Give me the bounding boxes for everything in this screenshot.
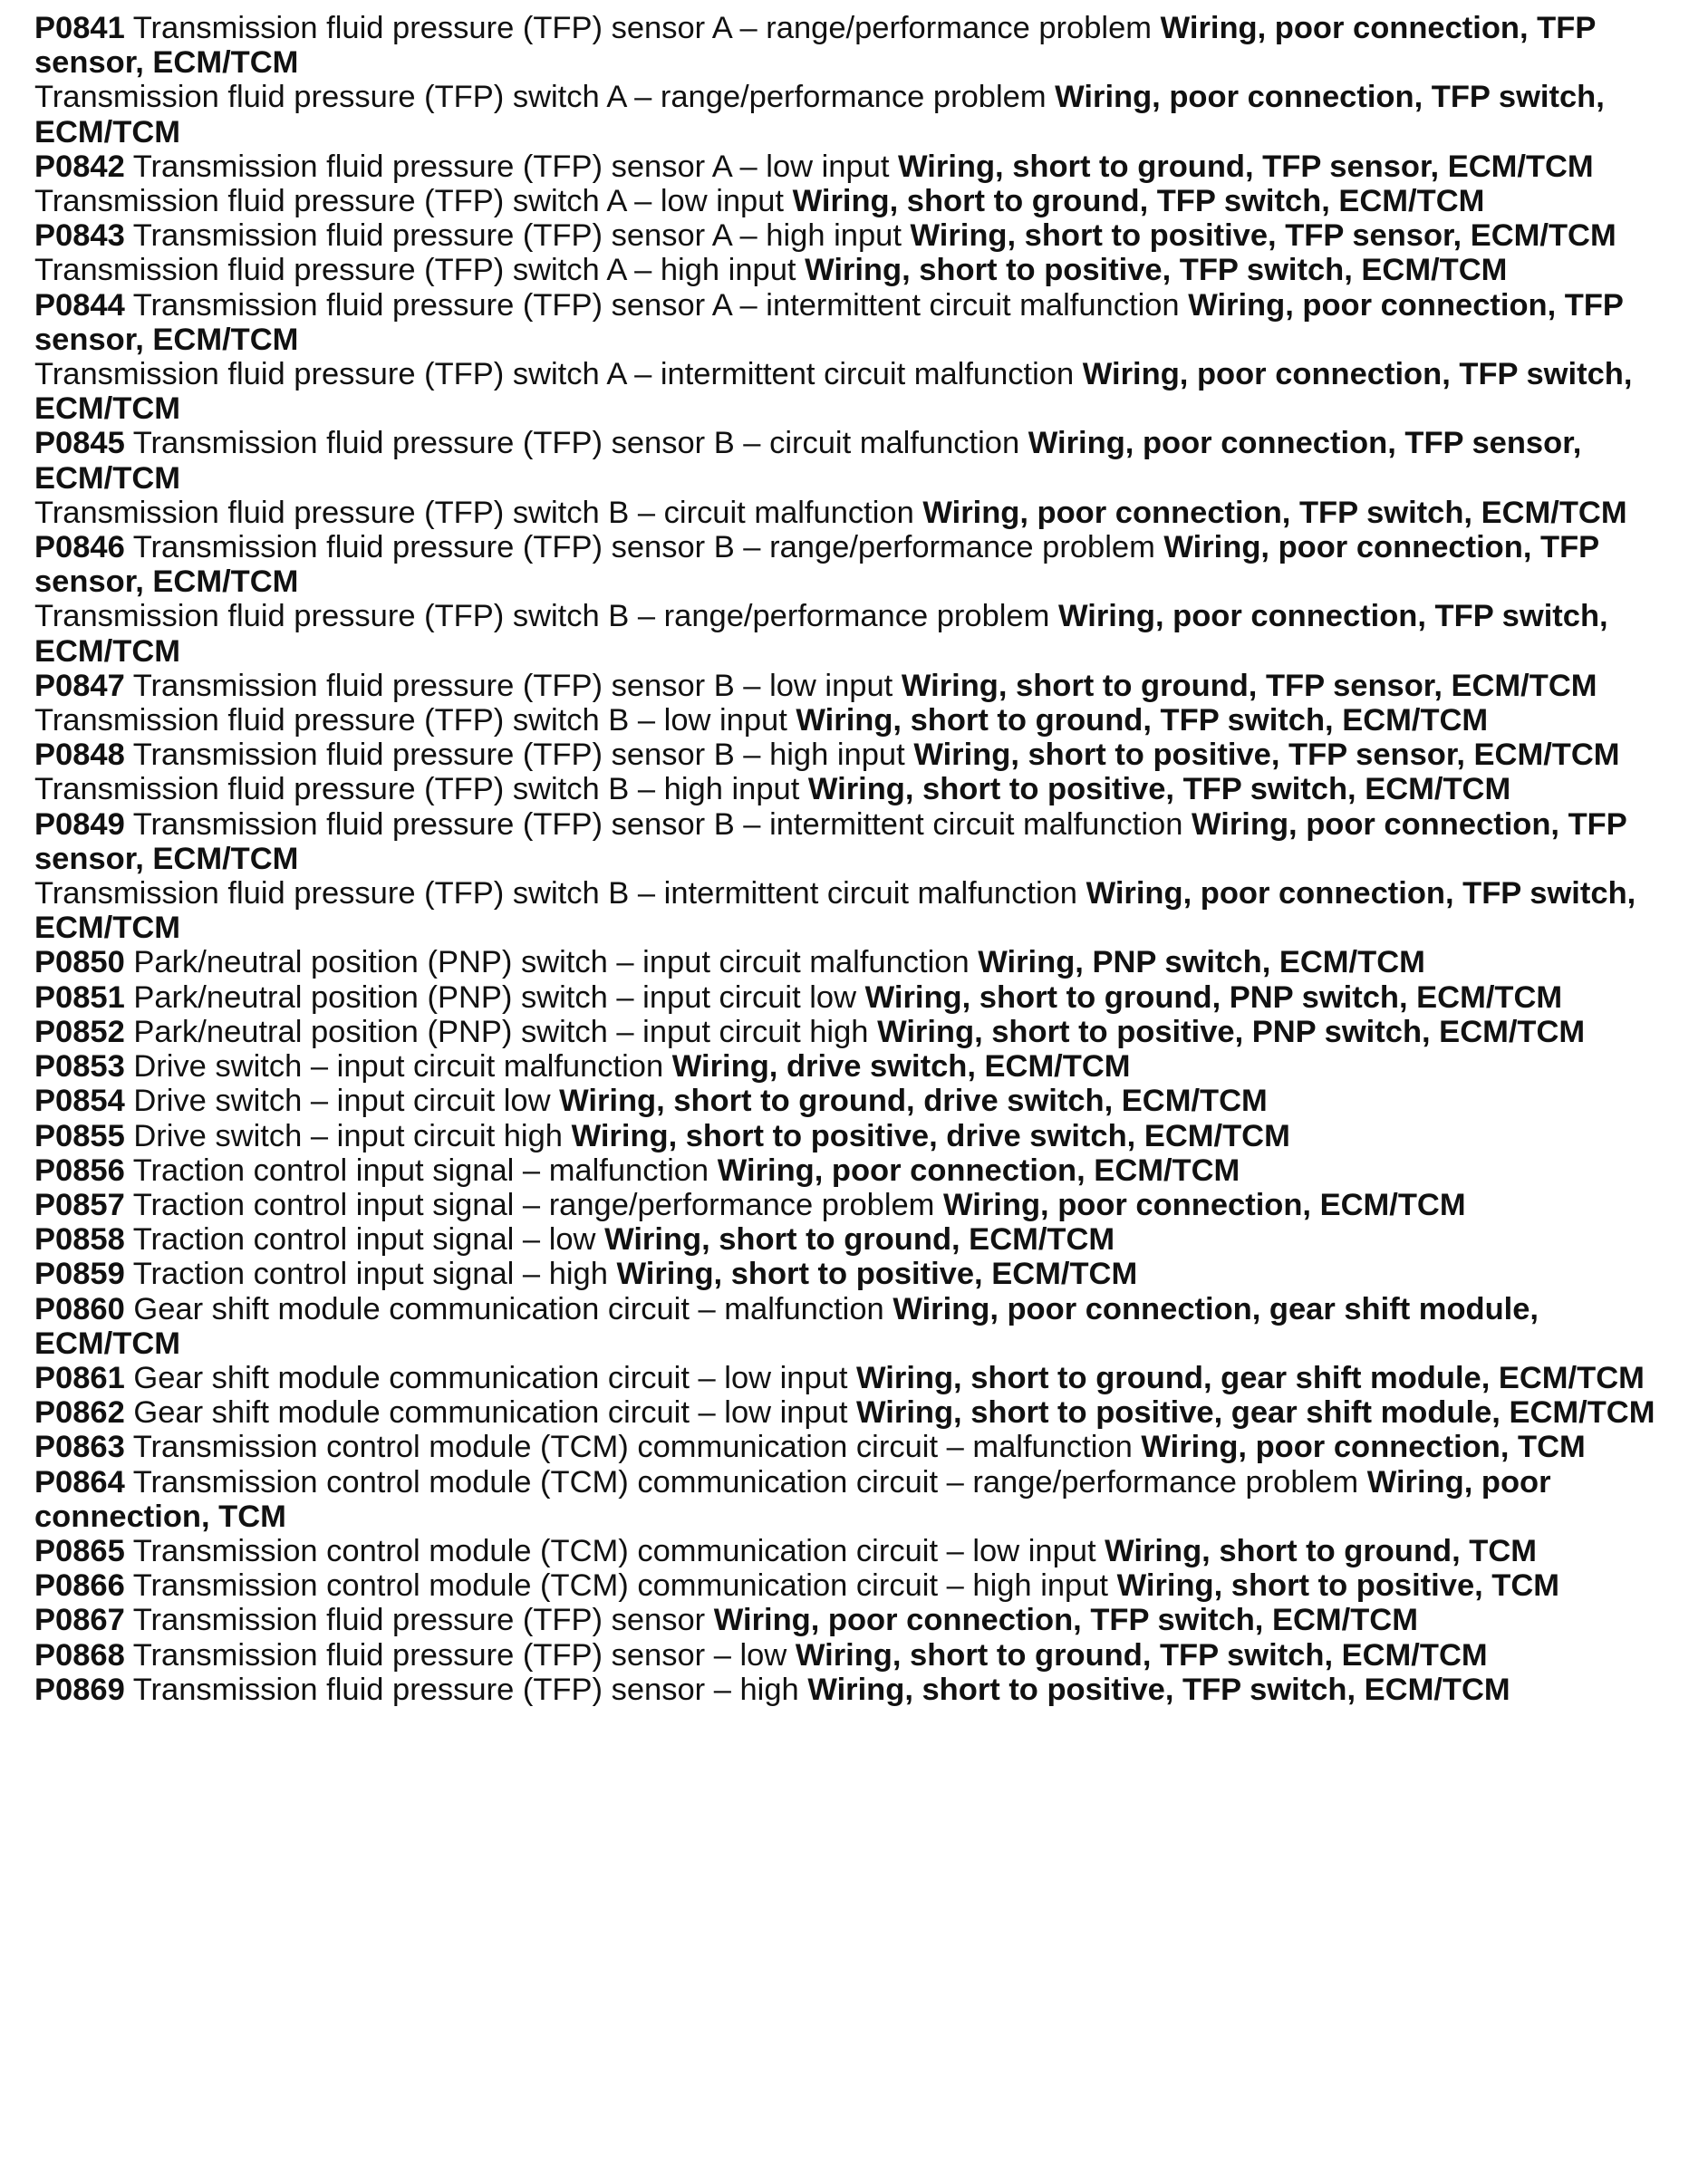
dtc-possible-cause: Wiring, poor connection, TFP sensor, ECM/TCM	[34, 426, 1582, 496]
dtc-entry	[34, 496, 1684, 530]
dtc-description: Transmission fluid pressure (TFP) sensor A – range/performance problem	[132, 11, 1152, 45]
dtc-entry	[34, 1465, 1684, 1534]
dtc-description: Transmission fluid pressure (TFP) switch B – circuit malfunction	[34, 495, 914, 530]
dtc-description: Gear shift module communication circuit – low input	[133, 1395, 848, 1431]
dtc-code: P0862	[34, 1395, 125, 1431]
dtc-possible-cause: Wiring, poor connection, TFP switch, ECM/TCM	[34, 876, 1636, 946]
dtc-code: P0842	[34, 149, 125, 184]
dtc-description: Transmission fluid pressure (TFP) switch A – range/performance problem	[34, 80, 1047, 115]
dtc-possible-cause: Wiring, short to ground, PNP switch, ECM/TCM	[864, 979, 1563, 1015]
dtc-code: P0857	[34, 1187, 125, 1222]
dtc-possible-cause: Wiring, drive switch, ECM/TCM	[671, 1049, 1131, 1085]
dtc-code: P0855	[34, 1118, 125, 1153]
dtc-entry	[34, 1084, 1684, 1118]
dtc-description: Drive switch – input circuit low	[133, 1084, 551, 1119]
dtc-description: Park/neutral position (PNP) switch – input circuit malfunction	[133, 945, 970, 980]
dtc-description: Transmission fluid pressure (TFP) switch B – low input	[34, 703, 787, 738]
dtc-description: Transmission fluid pressure (TFP) switch B – range/performance problem	[34, 599, 1050, 634]
dtc-possible-cause: Wiring, short to positive, PNP switch, ECM/TCM	[877, 1014, 1586, 1049]
dtc-possible-cause: Wiring, poor connection, ECM/TCM	[943, 1187, 1466, 1222]
dtc-possible-cause: Wiring, short to ground, ECM/TCM	[604, 1222, 1115, 1258]
dtc-possible-cause: Wiring, short to positive, TFP switch, ECM/TCM	[805, 253, 1508, 288]
dtc-description: Park/neutral position (PNP) switch – input circuit high	[133, 1014, 869, 1049]
dtc-code: P0841	[34, 11, 125, 45]
dtc-description: Transmission fluid pressure (TFP) sensor A – intermittent circuit malfunction	[132, 287, 1180, 323]
dtc-entry	[34, 253, 1684, 287]
dtc-entry	[34, 1257, 1684, 1291]
dtc-description: Park/neutral position (PNP) switch – input circuit low	[133, 979, 857, 1015]
dtc-entry	[34, 218, 1684, 253]
dtc-possible-cause: Wiring, poor connection, TFP sensor, ECM/TCM	[34, 530, 1599, 600]
dtc-possible-cause: Wiring, short to positive, TFP sensor, ECM/TCM	[910, 218, 1616, 254]
dtc-possible-cause: Wiring, short to positive, TFP switch, ECM/TCM	[807, 1672, 1510, 1707]
dtc-code: P0852	[34, 1014, 125, 1049]
dtc-possible-cause: Wiring, poor connection, TFP switch, ECM/TCM	[713, 1603, 1418, 1638]
dtc-entry	[34, 357, 1684, 426]
dtc-entry	[34, 703, 1684, 738]
dtc-code: P0867	[34, 1603, 125, 1638]
dtc-description: Transmission fluid pressure (TFP) sensor B – range/performance problem	[132, 530, 1155, 565]
dtc-possible-cause: Wiring, short to ground, TFP switch, ECM/TCM	[795, 1637, 1488, 1673]
dtc-code: P0865	[34, 1533, 125, 1568]
dtc-description: Traction control input signal – low	[132, 1222, 596, 1258]
dtc-possible-cause: Wiring, poor connection, TFP switch, ECM/TCM	[34, 80, 1605, 149]
dtc-code: P0854	[34, 1084, 125, 1119]
dtc-code: P0843	[34, 218, 125, 254]
dtc-code: P0847	[34, 668, 125, 703]
dtc-code: P0849	[34, 806, 125, 842]
dtc-possible-cause: Wiring, poor connection, TFP switch, ECM/TCM	[34, 599, 1608, 669]
dtc-possible-cause: Wiring, poor connection, TFP sensor, ECM/TCM	[34, 806, 1627, 876]
dtc-entry	[34, 1395, 1684, 1430]
dtc-code: P0850	[34, 945, 125, 980]
dtc-entry	[34, 1188, 1684, 1222]
dtc-description: Traction control input signal – high	[132, 1257, 608, 1292]
dtc-entry	[34, 80, 1684, 149]
dtc-code: P0851	[34, 979, 125, 1015]
dtc-description: Transmission control module (TCM) communication circuit – high input	[132, 1568, 1109, 1604]
dtc-entry	[34, 530, 1684, 599]
dtc-entry	[34, 1049, 1684, 1084]
dtc-possible-cause: Wiring, short to ground, gear shift module, ECM/TCM	[856, 1360, 1645, 1395]
dtc-possible-cause: Wiring, short to positive, TFP sensor, ECM/TCM	[913, 738, 1620, 773]
dtc-code: P0863	[34, 1430, 125, 1465]
dtc-entry	[34, 945, 1684, 979]
dtc-description: Transmission fluid pressure (TFP) sensor A – low input	[132, 149, 890, 184]
dtc-entry	[34, 1638, 1684, 1673]
dtc-description: Transmission fluid pressure (TFP) switch B – intermittent circuit malfunction	[34, 876, 1077, 911]
dtc-code: P0844	[34, 287, 125, 323]
dtc-entry	[34, 288, 1684, 357]
dtc-entry	[34, 1568, 1684, 1603]
dtc-code: P0848	[34, 738, 125, 773]
dtc-description: Transmission control module (TCM) communication circuit – low input	[132, 1533, 1096, 1568]
dtc-code: P0858	[34, 1222, 125, 1258]
dtc-entry	[34, 772, 1684, 806]
dtc-entry	[34, 980, 1684, 1015]
dtc-description: Transmission control module (TCM) communication circuit – malfunction	[132, 1430, 1133, 1465]
dtc-entry	[34, 599, 1684, 668]
dtc-entry	[34, 1673, 1684, 1707]
dtc-possible-cause: Wiring, short to ground, TFP switch, ECM/TCM	[792, 184, 1485, 219]
dtc-possible-cause: Wiring, short to ground, TFP switch, ECM/TCM	[796, 703, 1489, 738]
dtc-possible-cause: Wiring, short to positive, ECM/TCM	[616, 1257, 1138, 1292]
dtc-code: P0856	[34, 1153, 125, 1188]
dtc-description: Gear shift module communication circuit – malfunction	[133, 1291, 884, 1326]
dtc-entry	[34, 738, 1684, 772]
dtc-description: Drive switch – input circuit high	[133, 1118, 563, 1153]
dtc-entry	[34, 184, 1684, 218]
dtc-possible-cause: Wiring, poor connection, TFP switch, ECM/TCM	[922, 495, 1627, 530]
dtc-description: Transmission fluid pressure (TFP) sensor B – circuit malfunction	[132, 426, 1020, 461]
dtc-description: Transmission fluid pressure (TFP) sensor B – high input	[132, 738, 905, 773]
dtc-entry	[34, 1153, 1684, 1188]
dtc-description: Transmission fluid pressure (TFP) sensor – low	[132, 1637, 787, 1673]
dtc-description: Traction control input signal – range/performance problem	[132, 1187, 935, 1222]
dtc-description: Traction control input signal – malfunction	[132, 1153, 709, 1188]
dtc-entry	[34, 1119, 1684, 1153]
dtc-entry	[34, 1430, 1684, 1464]
dtc-description: Transmission fluid pressure (TFP) sensor B – intermittent circuit malfunction	[132, 806, 1183, 842]
dtc-possible-cause: Wiring, poor connection, TCM	[1141, 1430, 1586, 1465]
dtc-possible-cause: Wiring, poor connection, TFP switch, ECM/TCM	[34, 357, 1633, 427]
dtc-possible-cause: Wiring, poor connection, TFP sensor, ECM/TCM	[34, 11, 1596, 81]
dtc-possible-cause: Wiring, poor connection, gear shift module, ECM/TCM	[34, 1291, 1539, 1361]
dtc-entry	[34, 876, 1684, 945]
dtc-possible-cause: Wiring, short to ground, TCM	[1105, 1533, 1537, 1568]
dtc-entry	[34, 1222, 1684, 1257]
dtc-entry	[34, 426, 1684, 495]
dtc-list	[34, 11, 1684, 1707]
dtc-entry	[34, 1015, 1684, 1049]
dtc-possible-cause: Wiring, short to positive, TFP switch, ECM/TCM	[807, 772, 1511, 807]
dtc-entry	[34, 669, 1684, 703]
dtc-possible-cause: Wiring, poor connection, TCM	[34, 1464, 1551, 1534]
dtc-description: Transmission fluid pressure (TFP) sensor A – high input	[132, 218, 902, 254]
dtc-entry	[34, 1603, 1684, 1637]
dtc-code: P0846	[34, 530, 125, 565]
dtc-code: P0864	[34, 1464, 125, 1500]
dtc-possible-cause: Wiring, short to ground, TFP sensor, ECM/TCM	[901, 668, 1597, 703]
dtc-entry	[34, 1361, 1684, 1395]
dtc-code: P0866	[34, 1568, 125, 1604]
dtc-possible-cause: Wiring, short to positive, TCM	[1116, 1568, 1560, 1604]
dtc-code: P0868	[34, 1637, 125, 1673]
dtc-description: Transmission fluid pressure (TFP) switch A – low input	[34, 184, 785, 219]
dtc-description: Transmission fluid pressure (TFP) sensor – high	[132, 1672, 799, 1707]
dtc-code: P0853	[34, 1049, 125, 1085]
dtc-description: Transmission fluid pressure (TFP) switch B – high input	[34, 772, 800, 807]
dtc-description: Drive switch – input circuit malfunction	[133, 1049, 664, 1085]
dtc-entry	[34, 807, 1684, 876]
dtc-entry	[34, 1534, 1684, 1568]
dtc-possible-cause: Wiring, short to ground, TFP sensor, ECM/TCM	[898, 149, 1594, 184]
dtc-description: Transmission fluid pressure (TFP) sensor	[132, 1603, 706, 1638]
dtc-code: P0860	[34, 1291, 125, 1326]
dtc-code: P0869	[34, 1672, 125, 1707]
dtc-description: Gear shift module communication circuit – low input	[133, 1360, 848, 1395]
dtc-possible-cause: Wiring, PNP switch, ECM/TCM	[978, 945, 1425, 980]
dtc-possible-cause: Wiring, short to positive, drive switch, ECM/TCM	[571, 1118, 1290, 1153]
dtc-possible-cause: Wiring, short to ground, drive switch, ECM/TCM	[559, 1084, 1268, 1119]
dtc-possible-cause: Wiring, poor connection, ECM/TCM	[717, 1153, 1240, 1188]
dtc-possible-cause: Wiring, poor connection, TFP sensor, ECM/TCM	[34, 287, 1624, 357]
dtc-code: P0859	[34, 1257, 125, 1292]
dtc-possible-cause: Wiring, short to positive, gear shift module, ECM/TCM	[856, 1395, 1655, 1431]
dtc-code: P0861	[34, 1360, 125, 1395]
dtc-entry	[34, 1292, 1684, 1361]
dtc-description: Transmission fluid pressure (TFP) sensor B – low input	[132, 668, 893, 703]
dtc-description: Transmission control module (TCM) communication circuit – range/performance problem	[132, 1464, 1359, 1500]
dtc-description: Transmission fluid pressure (TFP) switch A – intermittent circuit malfunction	[34, 357, 1075, 392]
dtc-entry	[34, 149, 1684, 184]
dtc-code: P0845	[34, 426, 125, 461]
dtc-entry	[34, 11, 1684, 80]
dtc-description: Transmission fluid pressure (TFP) switch A – high input	[34, 253, 796, 288]
